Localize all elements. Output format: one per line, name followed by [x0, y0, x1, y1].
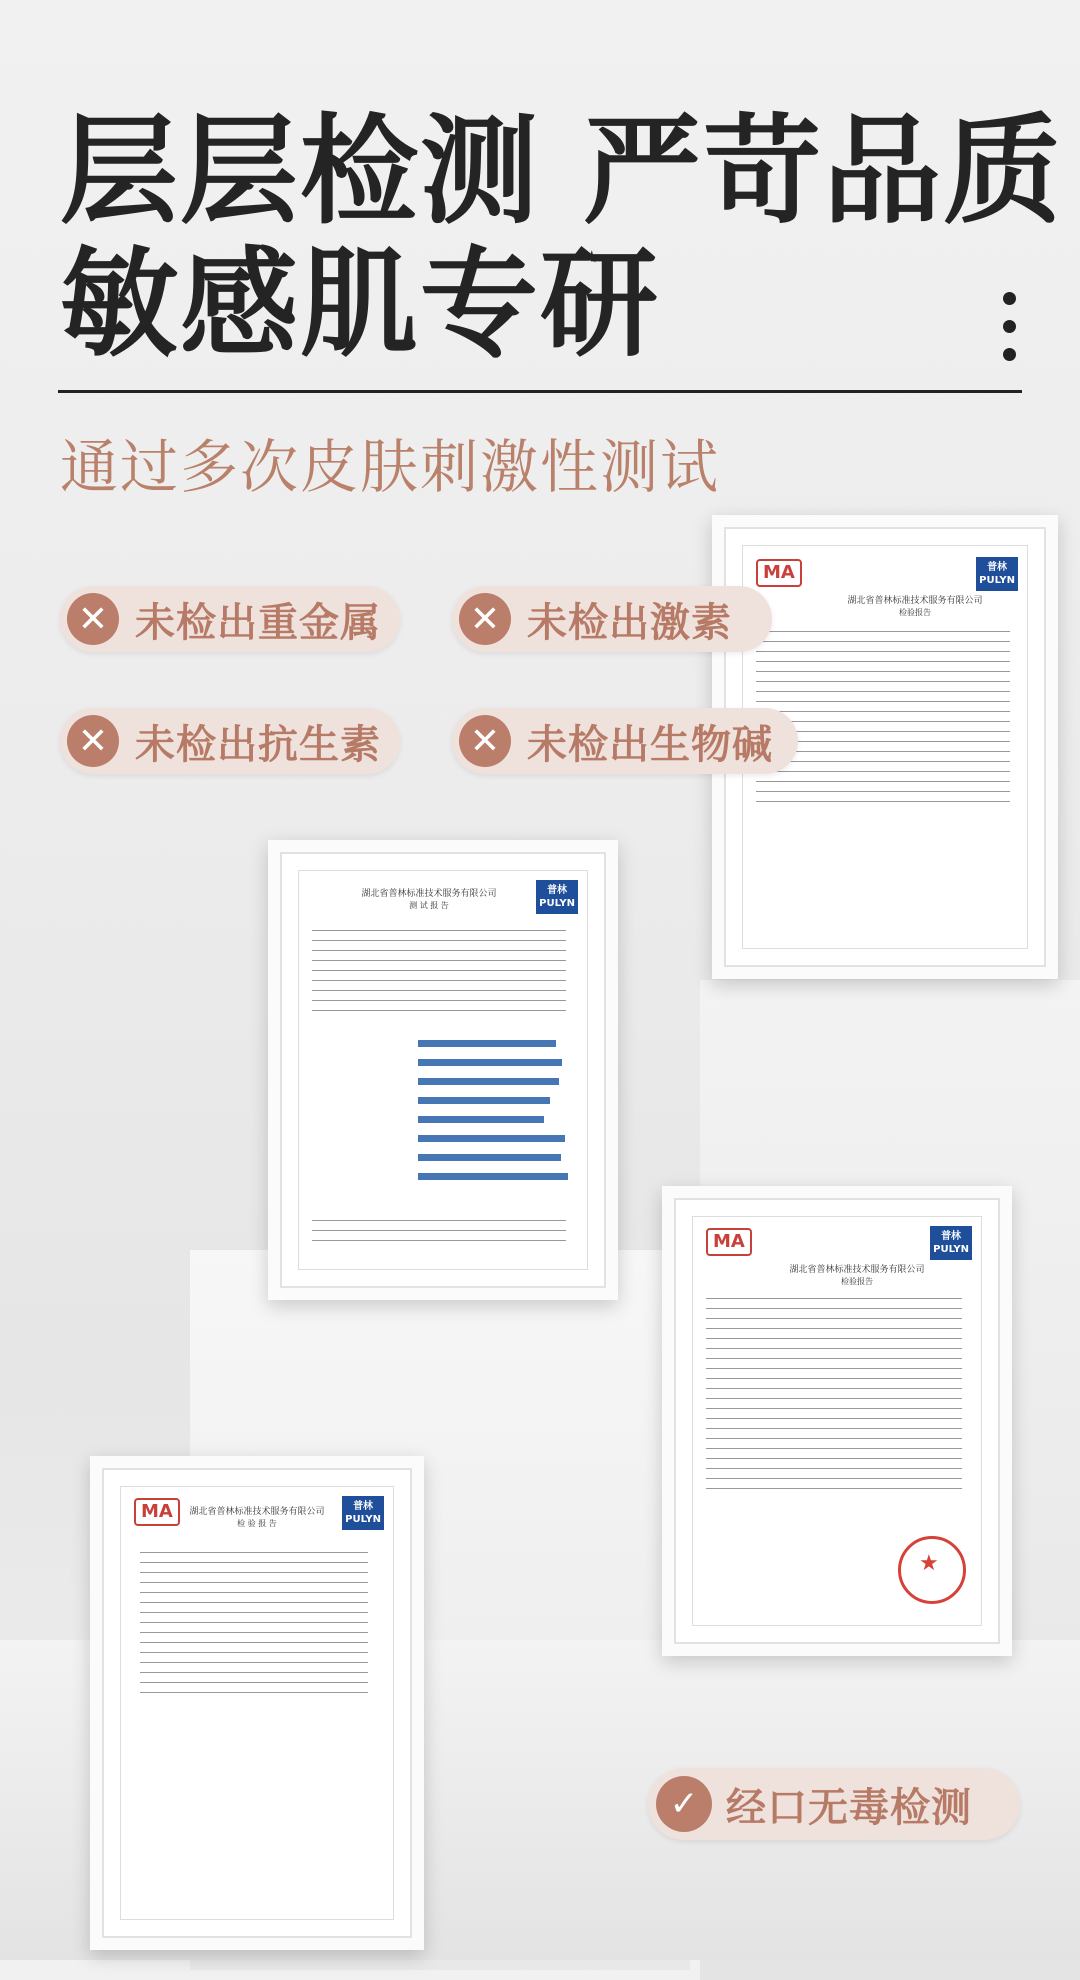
- report-title: 检 验 报 告: [237, 1519, 277, 1528]
- report-paper: [298, 870, 588, 1270]
- report-title: 检验报告: [899, 608, 931, 617]
- report-title: 测 试 报 告: [409, 901, 449, 910]
- tag-no-alkaloid: [452, 708, 798, 774]
- more-dots-icon: [1003, 292, 1017, 376]
- x-icon: ✕: [459, 715, 511, 767]
- headline-line-1: 层层检测 严苛品质: [60, 102, 1064, 240]
- check-icon: ✓: [656, 1776, 712, 1832]
- report-org: 湖北省普林标准技术服务有限公司: [361, 889, 497, 899]
- official-seal-icon: [898, 1536, 966, 1604]
- ma-logo: MA: [134, 1498, 180, 1526]
- report-bar-chart: [418, 1040, 568, 1192]
- tag-label: 未检出生物碱: [527, 721, 773, 768]
- tag-label: 未检出激素: [527, 599, 732, 646]
- x-icon: ✕: [459, 593, 511, 645]
- tag-no-heavy-metal: [60, 586, 400, 652]
- report-paper: [692, 1216, 982, 1626]
- report-paper: [120, 1486, 394, 1920]
- report-frame-c: [662, 1186, 1012, 1656]
- ma-logo: MA: [706, 1228, 752, 1256]
- pulyn-logo: 普林 PULYN: [930, 1226, 972, 1260]
- tag-label: 未检出抗生素: [135, 721, 381, 768]
- headline-line-2: 敏感肌专研: [60, 235, 661, 373]
- report-table: [140, 1552, 368, 1702]
- badge-label: 经口无毒检测: [726, 1784, 972, 1831]
- report-frame-d: [90, 1456, 424, 1950]
- report-notes: [312, 1220, 566, 1250]
- pulyn-logo: 普林 PULYN: [536, 880, 578, 914]
- pulyn-logo: 普林 PULYN: [342, 1496, 384, 1530]
- report-org: 湖北省普林标准技术服务有限公司: [847, 596, 983, 606]
- x-icon: ✕: [67, 715, 119, 767]
- subtitle: 通过多次皮肤刺激性测试: [60, 433, 721, 501]
- tag-no-antibiotic: [60, 708, 400, 774]
- report-frame-b: [268, 840, 618, 1300]
- tag-label: 未检出重金属: [135, 599, 381, 646]
- report-table: [756, 631, 1010, 811]
- report-title: 检验报告: [841, 1277, 873, 1286]
- pulyn-logo: 普林 PULYN: [976, 557, 1018, 591]
- ma-logo: MA: [756, 559, 802, 587]
- report-table: [706, 1298, 962, 1498]
- divider: [58, 390, 1022, 393]
- report-org: 湖北省普林标准技术服务有限公司: [789, 1265, 925, 1275]
- report-org: 湖北省普林标准技术服务有限公司: [189, 1507, 325, 1517]
- x-icon: ✕: [67, 593, 119, 645]
- tag-no-hormone: [452, 586, 772, 652]
- oral-nontoxic-badge: [648, 1768, 1020, 1840]
- report-table: [312, 930, 566, 1020]
